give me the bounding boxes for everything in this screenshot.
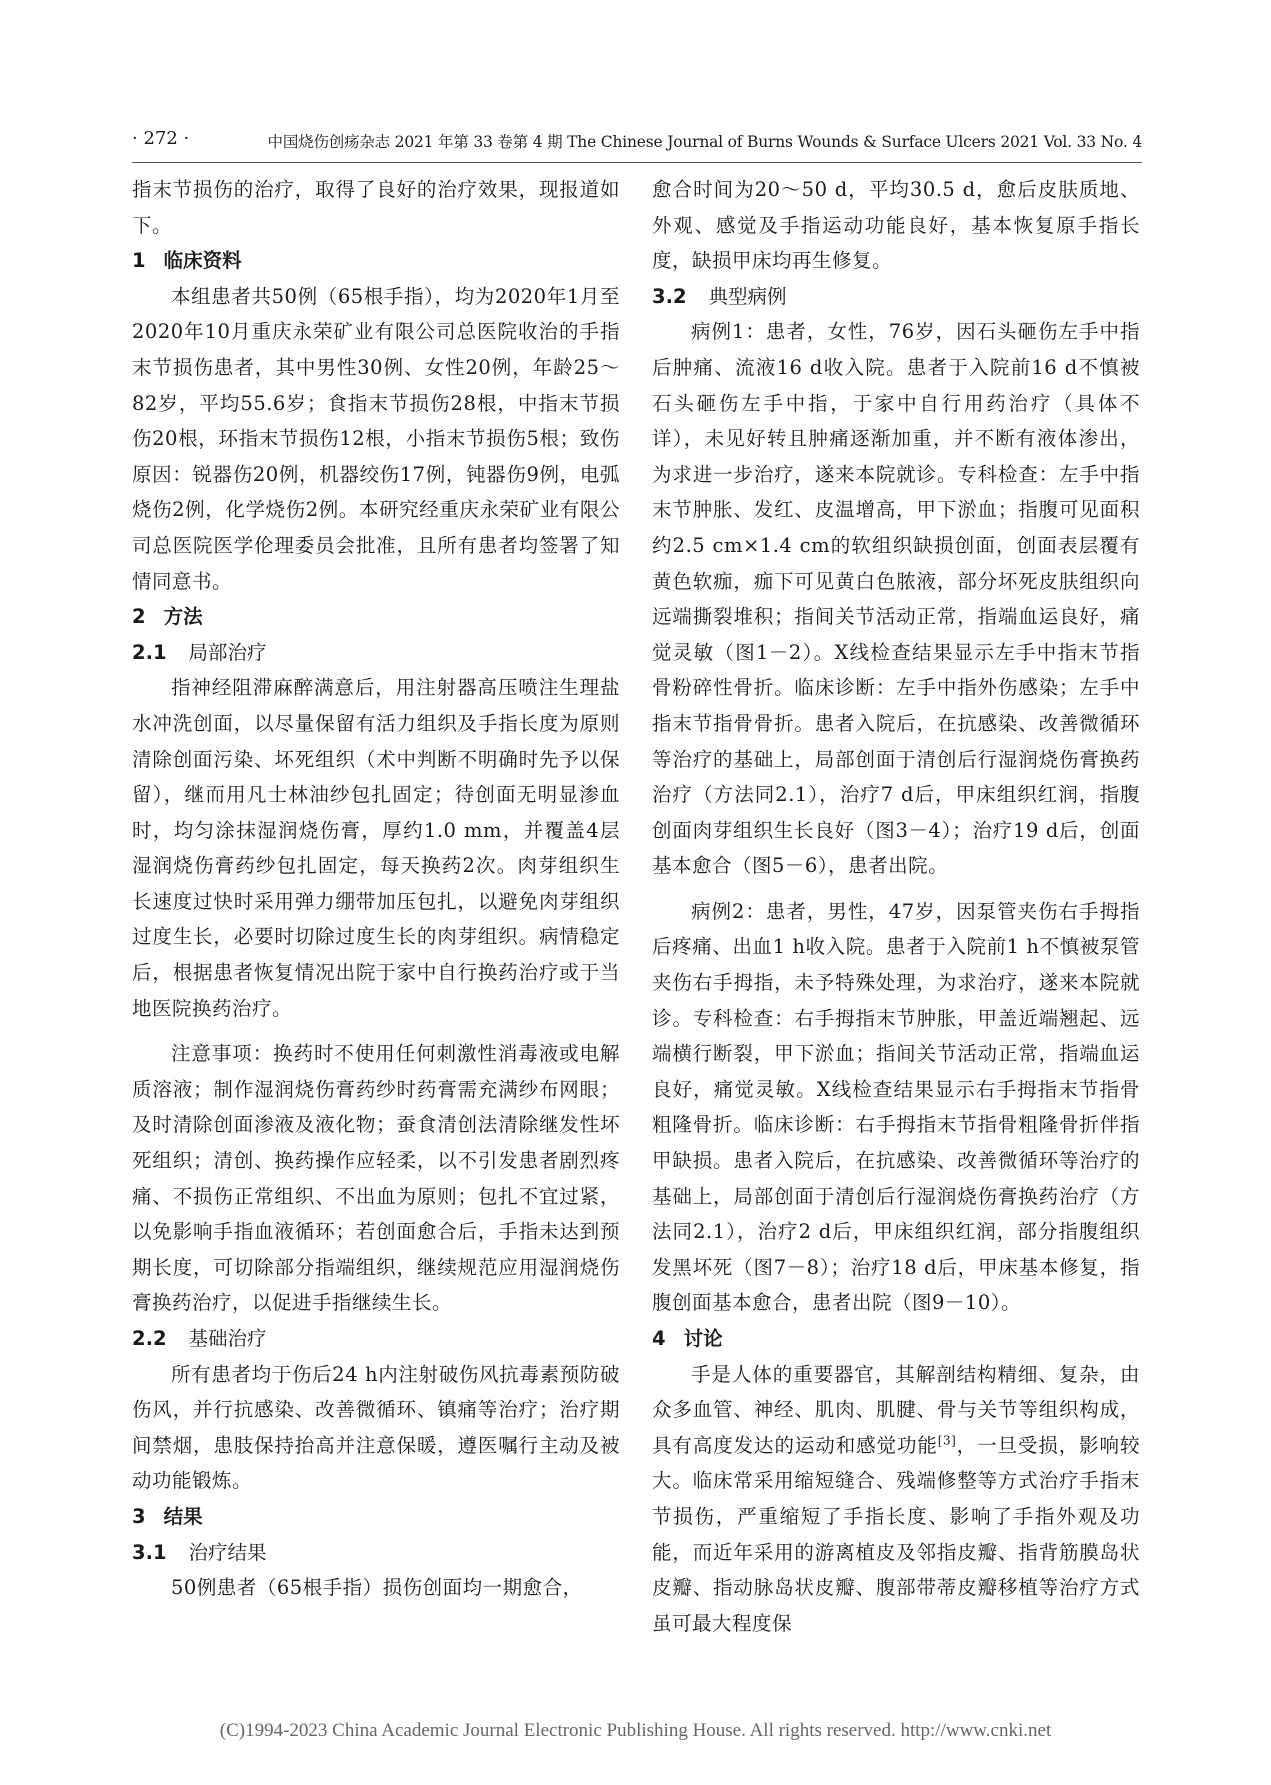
subsection-number: 3.2: [652, 284, 687, 308]
subsection-title: 基础治疗: [188, 1327, 267, 1350]
copyright-footer: (C)1994-2023 China Academic Journal Electronic Publishing House. All rights reserved. http://www.cnki.net: [219, 1720, 1052, 1741]
section-heading: [132, 243, 620, 279]
paragraph: 病例2：患者，男性，47岁，因泵管夹伤右手拇指后疼痛、出血1 h收入院。患者于入院前1 h不慎被泵管夹伤右手拇指，未予特殊处理，为求治疗，遂来本院就诊。专科检查：右手拇指末节肿胀，甲盖近端翘起、远端横行断裂，甲下淤血；指间关节活动正常，指端血运良好，痛觉灵敏。X线检查结果显示右手拇指末节指骨粗隆骨折。临床诊断：右手拇指末节指骨粗隆骨折伴指甲缺损。患者入院后，在抗感染、改善微循环等治疗的基础上，局部创面于清创后行湿润烧伤膏换药治疗（方法同2.1），治疗2 d后，甲床组织红润，部分指腹组织发黑坏死（图7－8）；治疗18 d后，甲床基本修复，指腹创面基本愈合，患者出院（图9－10）。: [652, 899, 1140, 1315]
subsection-title: 局部治疗: [188, 640, 267, 664]
paragraph: 指神经阻滞麻醉满意后，用注射器高压喷注生理盐水冲洗创面，以尽量保留有活力组织及手指长度为原则清除创面污染、坏死组织（术中判断不明确时先予以保留），继而用凡士林油纱包扎固定；待创面无明显渗血时，均匀涂抹湿润烧伤膏，厚约1.0 mm，并覆盖4层湿润烧伤膏药纱包扎固定，每天换药2次。肉芽组织生长速度过快时采用弹力绷带加压包扎，以避免肉芽组织过度生长，必要时切除过度生长的肉芽组织。病情稳定后，根据患者恢复情况出院于家中自行换药治疗或于当地医院换药治疗。: [132, 676, 620, 1020]
section-title: 方法: [163, 605, 203, 629]
subsection-title: 典型病例: [708, 284, 787, 308]
paragraph: 本组患者共50例（65根手指），均为2020年1月至2020年10月重庆永荣矿业有限公司总医院收治的手指末节损伤患者，其中男性30例、女性20例，年龄25～82岁，平均55.6岁；食指末节损伤28根，中指末节损伤20根，环指末节损伤12根，小指末节损伤5根；致伤原因：锐器伤20例，机器绞伤17例，钝器伤9例，电弧烧伤2例，化学烧伤2例。本研究经重庆永荣矿业有限公司总医院医学伦理委员会批准，且所有患者均签署了知情同意书。: [132, 284, 620, 593]
subsection-heading: [132, 1535, 620, 1571]
section-heading: [132, 599, 620, 635]
section-heading: [132, 1499, 620, 1535]
subsection-title: 治疗结果: [188, 1540, 267, 1564]
page-number: · 272 ·: [132, 128, 190, 149]
paragraph: [652, 1357, 1140, 1642]
subsection-number: 2.2: [132, 1327, 167, 1350]
section-title: 讨论: [683, 1327, 723, 1350]
paragraph: 注意事项：换药时不使用任何刺激性消毒液或电解质溶液；制作湿润烧伤膏药纱时药膏需充满纱布网眼；及时清除创面渗液及液化物；蚕食清创法清除继发性坏死组织；清创、换药操作应轻柔，以不引发患者剧烈疼痛、不损伤正常组织、不出血为原则；包扎不宜过紧，以免影响手指血液循环；若创面愈合后，手指未达到预期长度，可切除部分指端组织，继续规范应用湿润烧伤膏换药治疗，以促进手指继续生长。: [132, 1042, 620, 1315]
left-column: [132, 172, 620, 1606]
header-rule: [132, 162, 1142, 163]
section-number: 1: [132, 249, 146, 273]
subsection-number: 3.1: [132, 1540, 167, 1564]
page-header: [132, 128, 1142, 160]
subsection-number: 2.1: [132, 640, 167, 664]
section-title: 临床资料: [163, 249, 242, 273]
section-number: 4: [652, 1327, 666, 1350]
section-number: 3: [132, 1504, 146, 1528]
paragraph: 病例1：患者，女性，76岁，因石头砸伤左手中指后肿痛、流液16 d收入院。患者于入院前16 d不慎被石头砸伤左手中指，于家中自行用药治疗（具体不详），未见好转且肿痛逐渐加重，并不断有液体渗出，为求进一步治疗，遂来本院就诊。专科检查：左手中指末节肿胀、发红、皮温增高，甲下淤血；指腹可见面积约2.5 cm×1.4 cm的软组织缺损创面，创面表层覆有黄色软痂，痂下可见黄白色脓液，部分坏死皮肤组织向远端撕裂堆积；指间关节活动正常，指端血运良好，痛觉灵敏（图1－2）。X线检查结果显示左手中指末节指骨粉碎性骨折。临床诊断：左手中指外伤感染；左手中指末节指骨骨折。患者入院后，在抗感染、改善微循环等治疗的基础上，局部创面于清创后行湿润烧伤膏换药治疗（方法同2.1），治疗7 d后，甲床组织红润，指腹创面肉芽组织生长良好（图3－4）；治疗19 d后，创面基本愈合（图5－6），患者出院。: [652, 320, 1140, 878]
paragraph-text: ，一旦受损，影响较大。临床常采用缩短缝合、残端修整等方式治疗手指末节损伤，严重缩短了手指长度、影响了手指外观及功能，而近年采用的游离植皮及邻指皮瓣、指背筋膜岛状皮瓣、指动脉岛状皮瓣、腹部带蒂皮瓣移植等治疗方式虽可最大程度保: [652, 1433, 1140, 1635]
section-number: 2: [132, 605, 146, 629]
section-heading: [652, 1321, 1140, 1357]
paragraph: 指末节损伤的治疗，取得了良好的治疗效果，现报道如下。: [132, 178, 620, 237]
subsection-heading: [652, 279, 1140, 315]
paragraph: 50例患者（65根手指）损伤创面均一期愈合，: [171, 1576, 583, 1600]
right-column: [652, 172, 1140, 1641]
subsection-heading: [132, 635, 620, 671]
paragraph-text: 手是人体的重要器官，其解剖结构精细、复杂，由众多血管、神经、肌肉、肌腱、骨与关节等组织构成，具有高度发达的运动和感觉功能: [652, 1362, 1140, 1457]
citation-ref[interactable]: [3]: [937, 1433, 957, 1448]
subsection-heading: [132, 1321, 620, 1357]
section-title: 结果: [163, 1504, 203, 1528]
running-title: 中国烧伤创疡杂志 2021 年第 33 卷第 4 期 The Chinese Journal of Burns Wounds & Surface Ulcers 2021 Vol. 33 No. 4: [267, 133, 1142, 151]
paragraph: 所有患者均于伤后24 h内注射破伤风抗毒素预防破伤风，并行抗感染、改善微循环、镇痛等治疗；治疗期间禁烟，患肢保持抬高并注意保暖，遵医嘱行主动及被动功能锻炼。: [132, 1362, 620, 1493]
paragraph: 愈合时间为20～50 d，平均30.5 d，愈后皮肤质地、外观、感觉及手指运动功能良好，基本恢复原手指长度，缺损甲床均再生修复。: [652, 178, 1140, 273]
